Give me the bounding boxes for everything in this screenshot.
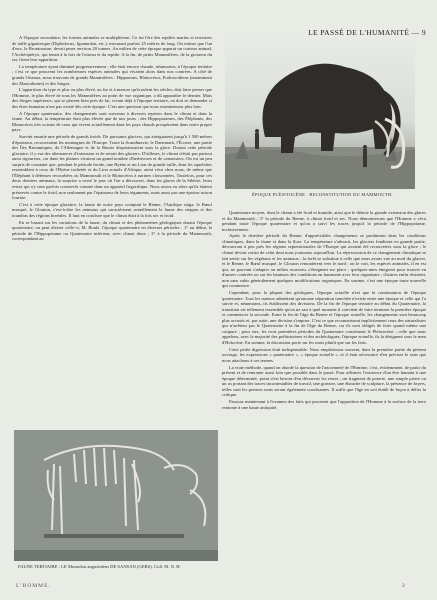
paragraph: Cependant, pour la plupart des géologues, l'époque actuelle n'est que la continuation de l'époque quaternaire. Tous les auteurs admettent qu'aucune séparation tranchée n'existe entre une époque et celle qui l'a suivie et, néanmoins, ils établissent des divisions. De la fin de l'époque tertiaire au début du Quaternaire, la transition est tellement insensible qu'on ne sait à quel moment il convient de faire terminer la première époque et commencer la seconde. Entre la fin de l'âge du Renne et l'époque actuelle, les changements sont beaucoup plus accusés et, par suite, une division s'impose. C'est ce que reconnaissent implicitement ceux des naturalistes qui n'arrêtent pas le Quaternaire à la fin de l'âge du Renne, car ils sont obligés de faire quand même une coupure ; pour eux, les trois premières périodes du Quaternaire constituent le Pléistocène ; celle que nous appelons, avec la majorité des préhistoriens et des archéologues, l'époque actuelle, ils la désignent sous le nom d'Holocène. En somme, la discussion porte sur les mots plutôt que sur les faits. — [222, 290, 426, 345]
mammoth-drawing — [225, 37, 415, 189]
mammoth-illustration — [225, 37, 415, 189]
running-head: LE PASSÉ DE L'HUMANITÉ — 9 — [308, 28, 426, 37]
right-column — [222, 210, 426, 578]
skeleton-caption: FAUNE TERTIAIRE : LE Mastodon angustidens DE SANSAN (GERS). Coll. M. N. H. — [18, 564, 181, 569]
paragraph: En se basant sur les variations de la faune, du climat et des phénomènes géologiques durant l'époque quaternaire, on peut diviser celle-ci, M. Boule, l'époque quaternaire en diverses périodes : 1° au début, la période de l'Hippopotame ou Quaternaire inférieur, avec climat doux ; 2° à la période du Mammouth, correspondant au — [12, 219, 212, 242]
paragraph: C'est à cette époque glaciaire, la faune de notre pays comptait le Renne, l'Antilope saïga, le Bœuf musqué, le Glouton, c'est-à-dire les animaux qui caractérisent actuellement la faune des steppes et des toundras des régions boréales. Il faut en conclure que le climat était à la fois sec et froid. — [12, 201, 212, 218]
left-column — [12, 35, 212, 430]
skeleton-drawing — [14, 430, 218, 561]
paragraph: Survint ensuite une période de grands froids. De puissants glaciers, qui atteignaient jusqu'à 1 500 mètres d'épaisseur, recouvraient les montagnes de l'Europe. Toute la Scandinavie, le Danemark, l'Écosse, une partie des Îles Britanniques, de l'Allemagne et de la Russie disparaissaient sous la glace. Durant cette période glaciaire, il y eut des alternances d'extension et de retrait des glaciers. D'ailleurs, le climat n'était pas partout aussi rigoureux, car dans les plaines vivaient un grand nombre d'herbivores et de carnassiers. On est un peu surpris de constater que, pendant le période froide, une Hyène et un Lion de grande taille, dont les squelettes ressemblent à ceux de l'Hyène tachetée et du Lion actuels d'Afrique, aient vécu chez nous, de même que l'Éléphant à défenses recourbées ou Mammouth et le Rhinocéros à narines cloisonnées. Toutefois, pour ces deux derniers animaux, la surprise a cessé le jour où l'on a découvert, dans les glaces de la Sibérie, leurs restes qui s'y sont parfois conservés comme dans un appareil frigorifique. Nous avons eu alors qu'ils étaient préservés contre le froid, non seulement par l'épaisseur de leurs téguments, mais aussi par une épaisse toison fournie. — [12, 134, 212, 201]
paragraph: Cette petite digression était indispensable. Nous emploierons souvent, dans la première partie du présent ouvrage, les expressions « quaternaire », « époque actuelle », et il était nécessaire d'en préciser le sens que nous attachons à ces termes. — [222, 346, 426, 363]
paragraph: La température ayant diminué progressivement ; elle était encore chaude, néanmoins, à l'époque tertiaire ; c'est ce que prouvent les nombreuses espèces animales qui vivaient alors dans nos contrées. A côté de grands Oiseaux, nous trouvons de grands Mammifères : Hipparions, Rhinocéros, Proboscidiens (notamment des Mastodontes) et des Singes. — [12, 63, 212, 86]
footer-signature: L'HOMME. — [16, 583, 51, 589]
mastodon-skeleton-photo — [14, 430, 218, 561]
paragraph: Après la dernière période du Renne, d'appréciables changements se produisent dans les conditions climatiques, dans la faune et dans la flore. La température s'adoucit, les glaciers fondirent en grande partie, découvrant à peu près les régions septentrionales de l'Europe qui avaient été recouvertes sous la glace ; le climat devint voisin de celui dont nous jouissons aujourd'hui. La répercussion de ce changement climatique se fait sentir sur les végétaux et les animaux ; la forêt se substitue à celle que nous avons vue au nord du glacier, et le Renne, le Bœuf musqué, le Glouton remontèrent vers le nord ; on le voit, les espèces animales, il en est qui, ne pouvant s'adapter au milieu nouveau, s'éteignent sur place ; quelques-unes émigrent pour trouver en d'autres contrées ou sur les hauteurs des conditions en harmonie avec leur organisme ; d'autres enfin résistent, non sans subir généralement quelques modifications organiques. En somme, c'est une époque toute nouvelle qui commence. — [222, 233, 426, 289]
paragraph: La vraie méthode, quand on aborde la question de l'ancienneté de l'Homme, c'est, évidemment, de partir du présent et de remonter aussi loin que possible dans le passé. Pour affirmer l'existence d'un être humain à une époque déterminée, point n'est besoin d'en découvrir les restes ; un fragment de poterie, une simple pierre ou un os portant des traces incontestables de travail, une gravure, une ébauche de sculpture, la présence de foyers, telles sont les preuves nous seront également concluantes. Il suffit que l'âge en soit établi de façon à défier la critique. — [222, 364, 426, 398]
page-number: 2 — [402, 583, 406, 589]
paragraph: Passons maintenant à l'examen des faits qui prouvent que l'apparition de l'Homme à la surface de la terre remonte à une haute antiquité. — [222, 398, 426, 410]
paragraph: A l'époque secondaire, les formes animales se multiplièrent. Ce fut l'ère des reptiles marins et terrestres de taille gigantesque (Diplodocus, Iguanodon, etc.), mesurant parfois 25 mètres de long. On estime que l'un d'eux, le Brontosaure, devait peser environ 20 tonnes. Au milieu de cette époque apparut un curieux animal, l'Archéoptéryx, qui tenait à la fois de l'oiseau et du reptile. A la fin, de petits Mammifères, de la grosseur du rat, firent leur apparition. — [12, 35, 212, 63]
paragraph: L'apparition du type et plus ou plus élevé, au fur et à mesure qu'écoulent les siècles, doit faire penser que l'Homme, le plus élevé de tous les Mammifères au point de vue organique, a dû apparaître le dernier. Mais des Singes supérieurs, qui se placent bien près de lui, vivant déjà à l'époque tertiaire, on doit se demander si des êtres humains n'ont pas existé dès cette époque. C'est une question que nous examinerons plus loin. — [12, 87, 212, 109]
mammoth-caption: ÉPOQUE PLÉISTOCÈNE : RECONSTITUTION DU MAMMOUTH. — [252, 192, 393, 197]
paragraph: A l'époque quaternaire, des changements sont survenus à diverses reprises dans le climat et dans la faune. Au début, la température était plus élevée que de nos jours ; des Hippopotames, des Éléphants, des Rhinocéros très voisins de ceux qui vivent actuellement dans les pays chauds prospéraient dans notre propre pays. — [12, 110, 212, 133]
paragraph: Quaternaire moyen, dont le climat a été froid et humide, ainsi que le dénote la grande extension des glaces et du Mammouth ; 3° la période du Renne, à climat froid et sec. Nous démontrerons que l'Homme a vécu pendant toute l'époque quaternaire et qu'on a suivi les traces jusqu'à la période de l'Hippopotame, inclusivement. — [222, 210, 426, 232]
